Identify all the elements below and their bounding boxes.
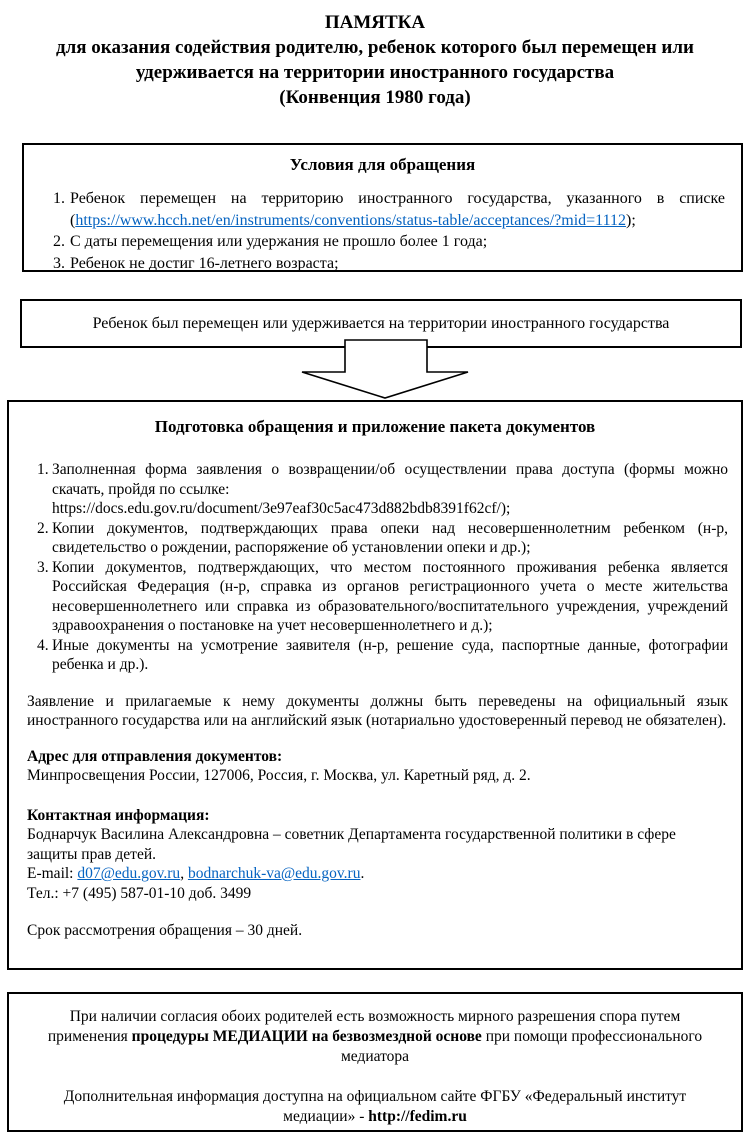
conditions-list bbox=[24, 188, 741, 274]
contact-person: Боднарчук Василина Александровна – советник Департамента государственной политики в сфере защиты прав детей. bbox=[27, 826, 676, 863]
hcch-status-table-link[interactable]: https://www.hcch.net/en/instruments/conventions/status-table/acceptances/?mid=1112 bbox=[75, 211, 626, 229]
document-item-3 bbox=[9, 558, 741, 636]
document-text: Копии документов, подтверждающих права опеки над несовершеннолетним ребенком (н-р, свидетельство о рождении, распоряжение об установлении опеки и др.); bbox=[52, 519, 728, 556]
mediation-box bbox=[7, 992, 743, 1132]
list-number: 4. bbox=[37, 636, 49, 654]
title-line-3: удерживается на территории иностранного государства bbox=[135, 62, 615, 83]
translation-note: Заявление и прилагаемые к нему документы должны быть переведены на официальный язык иностранного государства или на английский язык (нотариально удостоверенный перевод не обязателен). bbox=[27, 692, 728, 729]
list-number: 2. bbox=[53, 233, 65, 250]
address-value: Минпросвещения России, 127006, Россия, г. Москва, ул. Каретный ряд, д. 2. bbox=[27, 767, 531, 784]
preparation-box bbox=[7, 400, 743, 970]
mediation-text-post: при помощи профессионального медиатора bbox=[340, 1028, 703, 1065]
email-link-d07[interactable]: d07@edu.gov.ru bbox=[77, 865, 181, 882]
down-arrow-icon bbox=[300, 338, 472, 402]
list-number: 1. bbox=[53, 190, 65, 207]
contact-block bbox=[9, 806, 741, 904]
statement-text: Ребенок был перемещен или удерживается на территории иностранного государства bbox=[92, 314, 670, 332]
condition-item-1 bbox=[24, 188, 741, 231]
condition-text: Ребенок перемещен на территорию иностранного государства, указанного в списке ( bbox=[70, 190, 725, 229]
fedim-url: http://fedim.ru bbox=[368, 1108, 467, 1125]
title-line-2: для оказания содействия родителю, ребенок которого был перемещен или bbox=[56, 37, 694, 58]
address-label: Адрес для отправления документов: bbox=[27, 747, 283, 765]
flow-arrow bbox=[300, 338, 472, 402]
page-title bbox=[0, 10, 750, 110]
mediation-bold-text: процедуры МЕДИАЦИИ на безвозмездной основе bbox=[131, 1028, 482, 1045]
title-line-1: ПАМЯТКА bbox=[324, 12, 426, 33]
email-label: E-mail: bbox=[27, 865, 78, 882]
phone-line: Тел.: +7 (495) 587-01-10 доб. 3499 bbox=[27, 884, 252, 902]
contact-label: Контактная информация: bbox=[27, 806, 210, 824]
document-text: Иные документы на усмотрение заявителя (н-р, решение суда, паспортные данные, фотографии ребенка и др.). bbox=[52, 636, 728, 673]
document-text: Копии документов, подтверждающих, что местом постоянного проживания ребенка является Российская Федерация (н-р, справка из органов регистрационного учета о месте жительства несовершеннолетнего или справка из образовательного/воспитательного учреждения, учреждений здравоохранения о постановке на учет несовершеннолетнего и д.); bbox=[52, 558, 728, 634]
list-number: 2. bbox=[37, 519, 49, 537]
list-number: 1. bbox=[37, 461, 49, 478]
document-text: Заполненная форма заявления о возвращении/об осуществлении права доступа (формы можно скачать, пройдя по ссылке: bbox=[52, 461, 728, 498]
preparation-heading: Подготовка обращения и приложение пакета документов bbox=[154, 417, 596, 436]
document-item-4 bbox=[9, 636, 741, 675]
additional-info-paragraph bbox=[34, 1087, 716, 1127]
condition-text-post: ); bbox=[626, 211, 636, 229]
document-item-2 bbox=[9, 519, 741, 558]
application-form-url: https://docs.edu.gov.ru/document/3e97eaf30c5ac473d882bdb8391f62cf/); bbox=[52, 500, 511, 517]
documents-list bbox=[9, 460, 741, 675]
email-separator: , bbox=[180, 865, 188, 882]
address-block bbox=[9, 747, 741, 786]
review-period: Срок рассмотрения обращения – 30 дней. bbox=[27, 922, 303, 939]
condition-text: Ребенок не достиг 16-летнего возраста; bbox=[70, 254, 339, 272]
conditions-heading: Условия для обращения bbox=[289, 155, 476, 174]
document-item-1 bbox=[9, 460, 741, 519]
list-number: 3. bbox=[37, 558, 49, 576]
mediation-text-pre: При наличии согласия обоих родителей есть возможность мирного разрешения спора путем применения bbox=[47, 1008, 681, 1045]
condition-item-2 bbox=[24, 231, 741, 253]
email-link-bodnarchuk[interactable]: bodnarchuk-va@edu.gov.ru bbox=[187, 865, 361, 882]
condition-text: С даты перемещения или удержания не прошло более 1 года; bbox=[70, 233, 488, 250]
title-line-4: (Конвенция 1980 года) bbox=[279, 87, 471, 108]
condition-item-3 bbox=[24, 253, 741, 275]
email-period: . bbox=[360, 865, 365, 882]
mediation-paragraph bbox=[34, 1007, 716, 1067]
additional-info-text: Дополнительная информация доступна на официальном сайте ФГБУ «Федеральный институт медиации» - bbox=[63, 1088, 687, 1125]
list-number: 3. bbox=[53, 254, 65, 272]
conditions-box bbox=[22, 143, 743, 272]
